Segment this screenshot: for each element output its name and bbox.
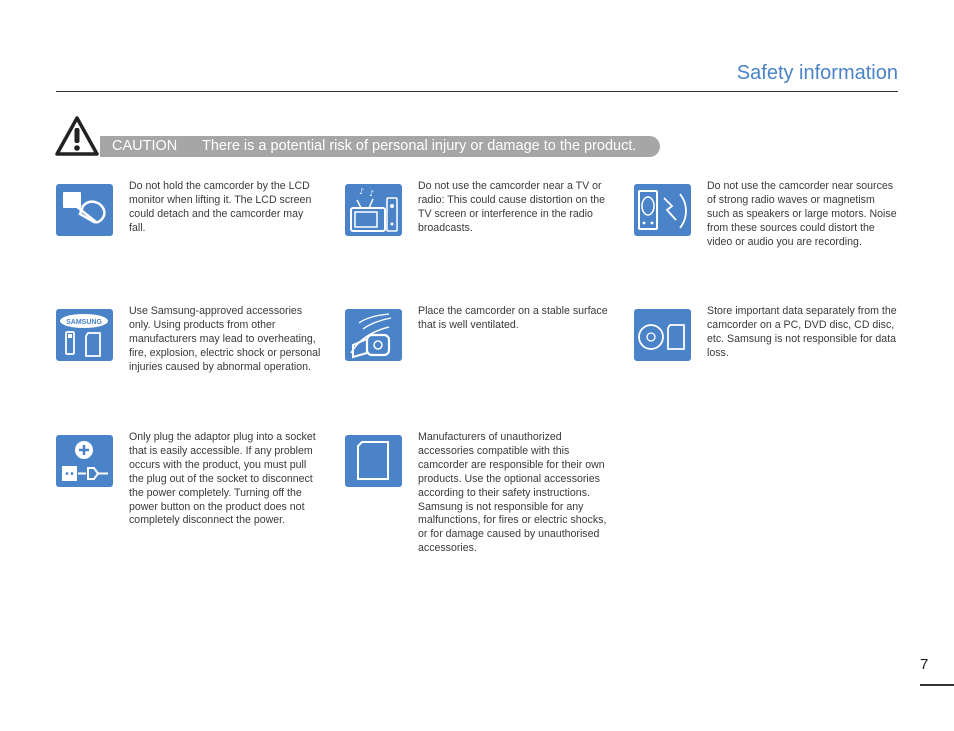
caution-banner <box>100 136 660 157</box>
safety-item-text: Do not hold the camcorder by the LCD monitor when lifting it. The LCD screen could detach and the camcorder may fall. <box>129 180 312 234</box>
speaker-magnet-icon <box>634 184 691 236</box>
ventilated-surface-icon <box>345 309 402 361</box>
power-plug-icon <box>56 435 113 487</box>
caution-label: CAUTION <box>112 138 178 154</box>
page-number: 7 <box>920 656 929 673</box>
safety-item-text: Do not use the camcorder near a TV or radio: This could cause distortion on the TV screen or interference in the radio broadcasts. <box>418 180 606 234</box>
svg-text:SAMSUNG: SAMSUNG <box>66 319 102 326</box>
tv-radio-icon <box>345 184 402 236</box>
title-divider <box>56 91 898 92</box>
data-backup-icon <box>634 309 691 361</box>
warning-triangle-icon <box>54 115 100 157</box>
safety-item-text: Manufacturers of unauthorized accessories compatible with this camcorder are responsible for their own products. Use the optional accessories according to their safety instructions. Samsung is not responsible for any malfunctions, for fires or electric shocks, or for damage caused by unauthorised accessories. <box>418 431 607 555</box>
caution-message: There is a potential risk of personal injury or damage to the product. <box>202 138 637 154</box>
lcd-hold-icon <box>56 184 113 236</box>
samsung-accessories-icon <box>56 309 113 361</box>
safety-item-text: Only plug the adaptor plug into a socket that is easily accessible. If any problem occurs with the product, you must pull the plug out of the socket to disconnect the power completely. Turning off the power button on the product does not completely disconnect the power. <box>129 431 316 527</box>
memory-card-icon <box>345 435 402 487</box>
safety-item-text: Use Samsung-approved accessories only. Using products from other manufacturers may lead to overheating, fire, explosion, electric shock or personal injuries caused by abnormal operation. <box>129 305 321 373</box>
safety-item-text: Do not use the camcorder near sources of strong radio waves or magnetism such as speakers or large motors. Noise from these sources could distort the video or audio you are recording. <box>707 180 897 248</box>
safety-item-text: Place the camcorder on a stable surface that is well ventilated. <box>418 305 608 331</box>
page-number-rule <box>920 684 954 686</box>
svg-text:♪: ♪ <box>369 189 375 198</box>
page-title: Safety information <box>736 62 898 84</box>
svg-text:♪: ♪ <box>359 187 365 196</box>
safety-item-text: Store important data separately from the camcorder on a PC, DVD disc, CD disc, etc. Samsung is not responsible for data loss. <box>707 305 897 359</box>
